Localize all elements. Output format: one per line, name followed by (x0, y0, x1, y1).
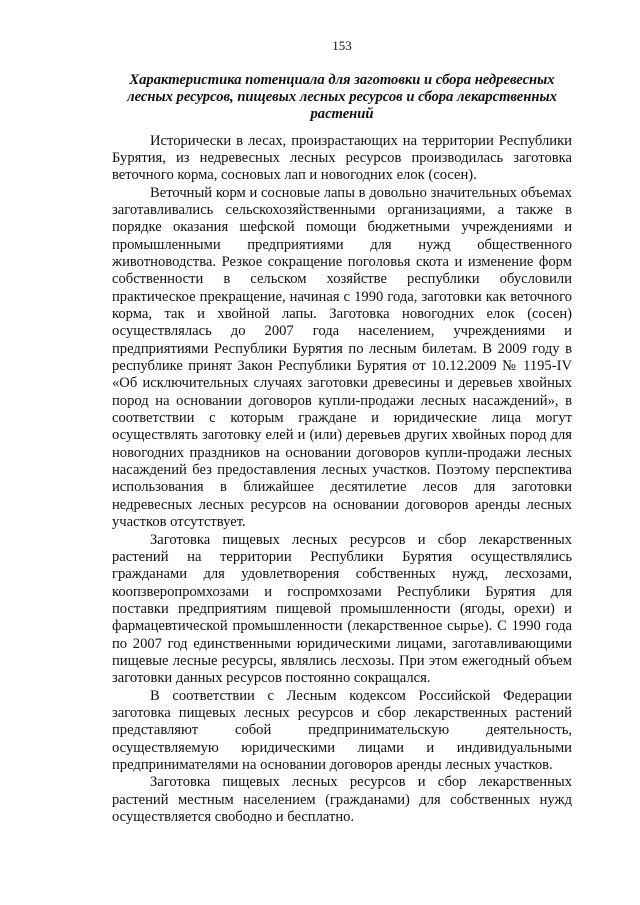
paragraph-food-resources: Заготовка пищевых лесных ресурсов и сбор лекарственных растений на территории Республики Бурятия осуществлялись гражданами для удовлетворения собственных нужд, лесхозами, коопзверопромхозами и госпромхозами Республики Бурятия для поставки предприятиям пищевой промышленности (ягоды, орехи) и фармацевтической промышленности (лекарственное сырье). С 1990 года по 2007 год единственными юридическими лицами, заготавливающими пищевые лесные ресурсы, являлись лесхозы. При этом ежегодный объем заготовки данных ресурсов постоянно сокращался. (112, 531, 572, 687)
paragraph-local-population: Заготовка пищевых лесных ресурсов и сбор лекарственных растений местным населением (гражданами) для собственных нужд осуществляется свободно и бесплатно. (112, 774, 572, 826)
paragraph-branch-feed: Веточный корм и сосновые лапы в довольно значительных объемах заготавливались сельскохозяйственными организациями, а также в порядке оказания шефской помощи бюджетными учреждениями и промышленными предприятиями для нужд общественного животноводства. Резкое сокращение поголовья скота и изменение форм собственности в сельском хозяйстве республики обусловили практическое прекращение, начиная с 1990 года, заготовки как веточного корма, так и хвойной лапы. Заготовка новогодних елок (сосен) осуществлялась до 2007 года населением, учреждениями и предприятиями Республики Бурятия по лесным билетам. В 2009 году в республике принят Закон Республики Бурятия от 10.12.2009 № 1195-IV «Об исключительных случаях заготовки древесины и деревьев хвойных пород на основании договоров купли-продажи лесных насаждений», в соответствии с которым граждане и юридические лица могут осуществлять заготовку елей и (или) деревьев других хвойных пород для новогодних праздников на основании договоров купли-продажи лесных насаждений без предоставления лесных участков. Поэтому перспектива использования в ближайшее десятилетие лесов для заготовки недревесных лесных ресурсов на основании договоров аренды лесных участков отсутствует. (112, 184, 572, 531)
paragraph-history: Исторически в лесах, произрастающих на территории Республики Бурятия, из недревесных лесных ресурсов производилась заготовка веточного корма, сосновых лап и новогодних елок (сосен). (112, 132, 572, 184)
paragraph-forest-code: В соответствии с Лесным кодексом Российской Федерации заготовка пищевых лесных ресурсов и сбор лекарственных растений представляют собой предпринимательскую деятельность, осуществляемую юридическими лицами и индивидуальными предпринимателями на основании договоров аренды лесных участков. (112, 687, 572, 773)
section-title: Характеристика потенциала для заготовки и сбора недревесных лесных ресурсов, пищевых лесных ресурсов и сбора лекарственных растений (127, 72, 557, 123)
page-number: 153 (332, 38, 352, 53)
